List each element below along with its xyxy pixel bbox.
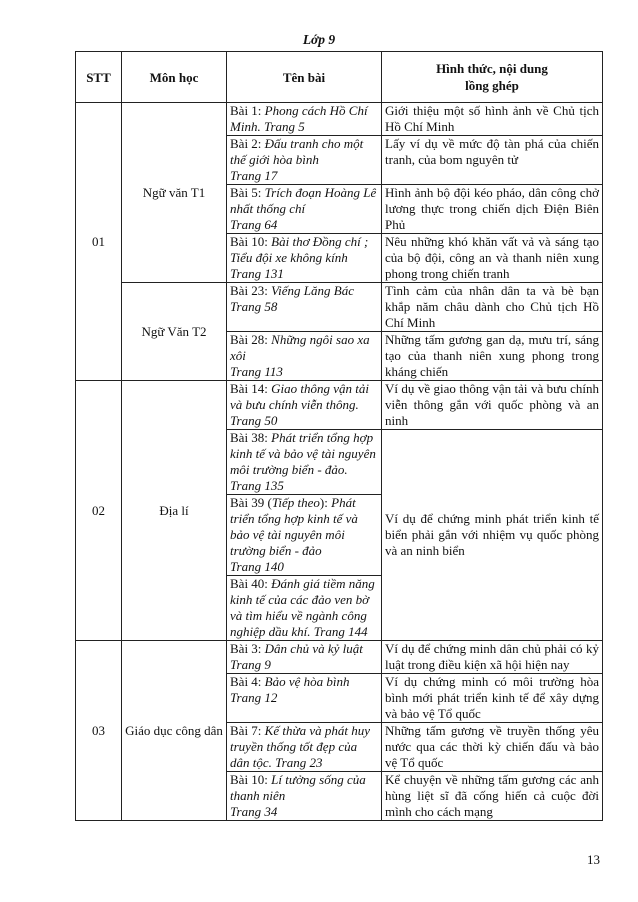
content-cell: Ví dụ chứng minh có môi trường hòa bình mới phát triển kinh tế để xây dựng và bảo vệ Tổ quốc	[382, 674, 603, 723]
table-row	[76, 641, 603, 674]
subject-cell: Ngữ Văn T2	[122, 283, 227, 381]
subject-cell: Giáo dục công dân	[122, 641, 227, 821]
header-stt: STT	[76, 52, 122, 103]
page-heading: Lớp 9	[302, 32, 336, 47]
content-cell: Lấy ví dụ về mức độ tàn phá của chiến tranh, của bom nguyên tử	[382, 136, 603, 185]
header-subject: Môn học	[122, 52, 227, 103]
content-cell: Ví dụ để chứng minh dân chủ phải có kỷ luật trong điều kiện xã hội hiện nay	[382, 641, 603, 674]
lesson-cell: Bài 5: Trích đoạn Hoàng Lê nhất thống chí Trang 64	[227, 185, 382, 234]
stt-cell: 02	[76, 381, 122, 641]
subject-cell: Ngữ văn T1	[122, 103, 227, 283]
stt-cell: 01	[76, 103, 122, 381]
lesson-cell: Bài 2: Đấu tranh cho một thế giới hòa bình Trang 17	[227, 136, 382, 185]
lesson-table	[75, 51, 603, 821]
header-lesson: Tên bài	[227, 52, 382, 103]
content-cell: Những tấm gương gan dạ, mưu trí, sáng tạo của thanh niên xung phong trong kháng chiến	[382, 332, 603, 381]
lesson-cell: Bài 38: Phát triển tổng hợp kinh tế và bảo vệ tài nguyên môi trường biển - đảo. Trang 135	[227, 430, 382, 495]
content-cell: Những tấm gương về truyền thống yêu nước qua các thời kỳ chiến đấu và bảo vệ Tổ quốc	[382, 723, 603, 772]
content-cell: Tình cảm của nhân dân ta và bè bạn khắp năm châu dành cho Chủ tịch Hồ Chí Minh	[382, 283, 603, 332]
lesson-cell: Bài 7: Kế thừa và phát huy truyền thống tốt đẹp của dân tộc. Trang 23	[227, 723, 382, 772]
lesson-cell: Bài 4: Bảo vệ hòa bình Trang 12	[227, 674, 382, 723]
table-row	[76, 381, 603, 430]
table-row	[76, 103, 603, 136]
page-number: 13	[587, 852, 600, 867]
header-content	[382, 52, 603, 103]
lesson-cell: Bài 3: Dân chủ và kỷ luật Trang 9	[227, 641, 382, 674]
lesson-cell: Bài 23: Viếng Lăng Bác Trang 58	[227, 283, 382, 332]
lesson-cell: Bài 10: Lí tưởng sống của thanh niên Trang 34	[227, 772, 382, 821]
lesson-cell: Bài 28: Những ngôi sao xa xôi Trang 113	[227, 332, 382, 381]
content-cell: Nêu những khó khăn vất vả và sáng tạo của bộ đội, công an và thanh niên xung phong trong chiến tranh	[382, 234, 603, 283]
content-cell-merged: Ví dụ để chứng minh phát triển kinh tế biển phải gắn với nhiệm vụ quốc phòng và an ninh biển	[382, 430, 603, 641]
table-row	[76, 283, 603, 332]
content-cell: Kể chuyện về những tấm gương các anh hùng liệt sĩ đã cống hiến cả cuộc đời mình cho cách mạng	[382, 772, 603, 821]
lesson-cell: Bài 1: Phong cách Hồ Chí Minh. Trang 5	[227, 103, 382, 136]
stt-cell: 03	[76, 641, 122, 821]
lesson-cell: Bài 40: Đánh giá tiềm năng kinh tế của các đảo ven bờ và tìm hiểu về ngành công nghiệp dầu khí. Trang 144	[227, 576, 382, 641]
content-cell: Giới thiệu một số hình ảnh về Chủ tịch Hồ Chí Minh	[382, 103, 603, 136]
header-content-line2: lồng ghép	[465, 78, 519, 93]
content-cell: Ví dụ về giao thông vận tải và bưu chính viễn thông gắn với quốc phòng và an ninh	[382, 381, 603, 430]
header-content-line1: Hình thức, nội dung	[436, 61, 548, 76]
table-header-row	[76, 52, 603, 103]
lesson-cell: Bài 14: Giao thông vận tải và bưu chính viễn thông. Trang 50	[227, 381, 382, 430]
lesson-cell: Bài 39 (Tiếp theo): Phát triển tổng hợp kinh tế và bảo vệ tài nguyên môi trường biển - đảo Trang 140	[227, 495, 382, 576]
subject-cell: Địa lí	[122, 381, 227, 641]
content-cell: Hình ảnh bộ đội kéo pháo, dân công chở lương thực trong chiến dịch Điện Biên Phủ	[382, 185, 603, 234]
lesson-cell: Bài 10: Bài thơ Đồng chí ; Tiểu đội xe không kính Trang 131	[227, 234, 382, 283]
